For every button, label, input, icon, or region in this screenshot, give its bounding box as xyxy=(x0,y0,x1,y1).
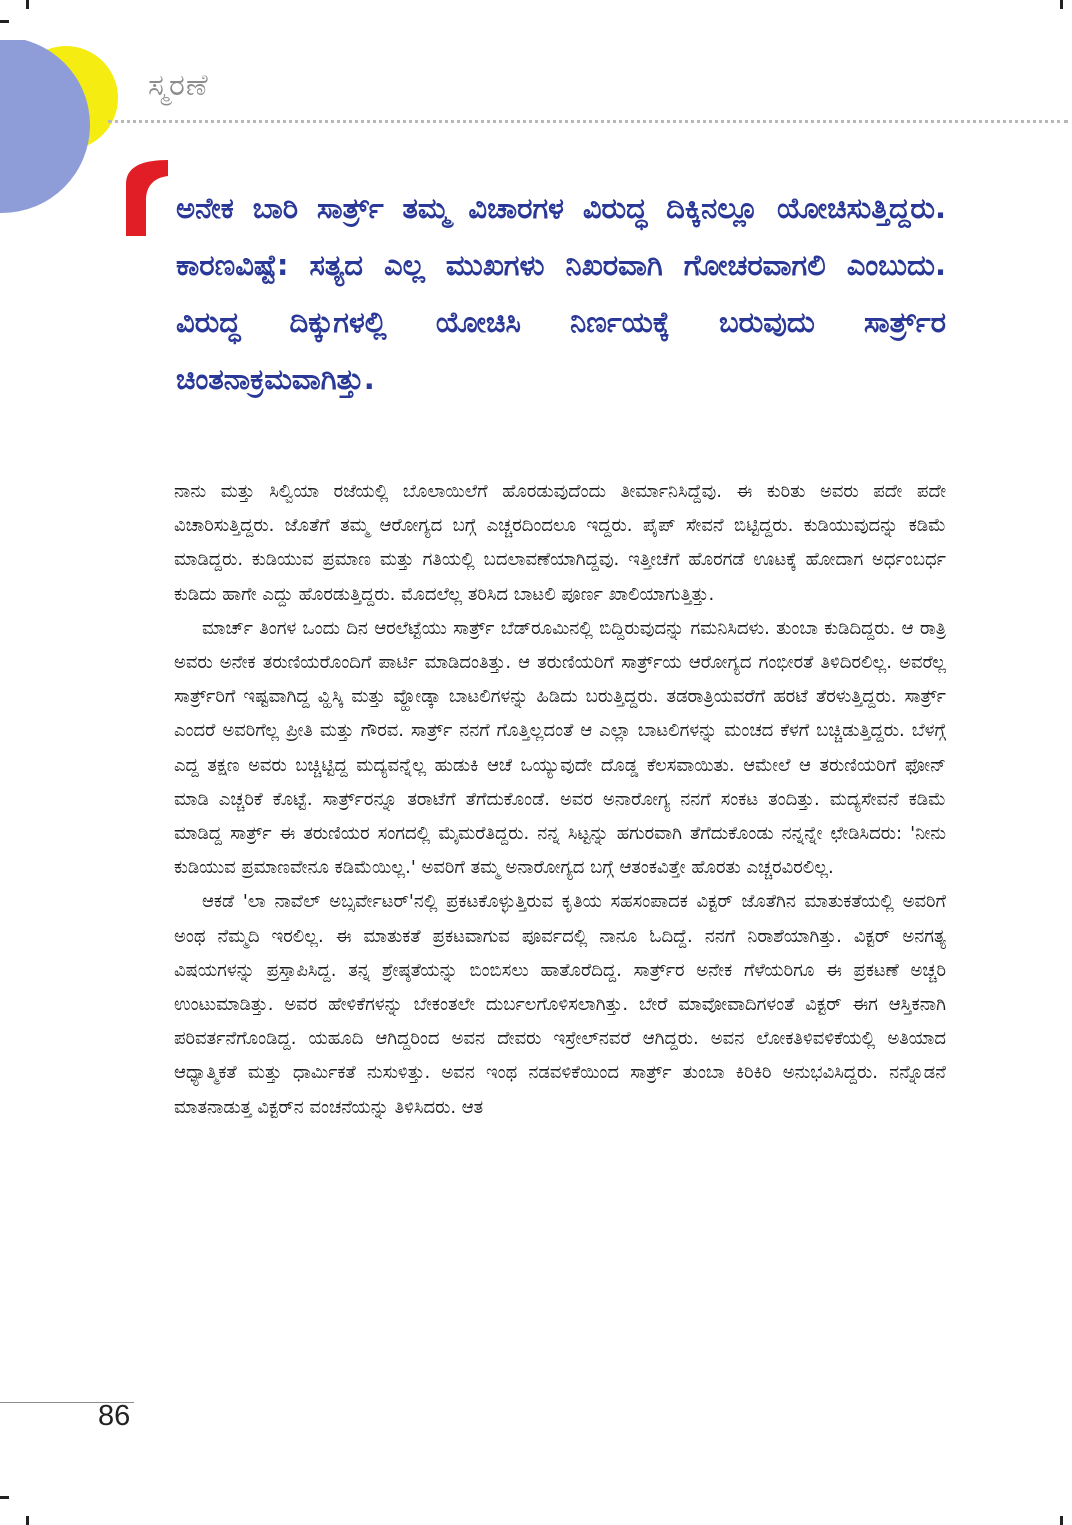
paragraph: ಆಕಡೆ 'ಲಾ ನಾವೆಲ್ ಅಬ್ಸರ್ವೇಟರ್'ನಲ್ಲಿ ಪ್ರಕಟಕೊಳ್ಳುತ್ತಿರುವ ಕೃತಿಯ ಸಹಸಂಪಾದಕ ವಿಕ್ಟರ್ ಜೊತೆಗಿನ ಮಾತುಕತೆಯಲ್ಲಿ ಅವರಿಗೆ ಅಂಥ ನೆಮ್ಮದಿ ಇರಲಿಲ್ಲ. ಈ ಮಾತುಕತೆ ಪ್ರಕಟವಾಗುವ ಪೂರ್ವದಲ್ಲಿ ನಾನೂ ಓದಿದ್ದೆ. ನನಗೆ ನಿರಾಶೆಯಾಗಿತ್ತು. ವಿಕ್ಟರ್ ಅನಗತ್ಯ ವಿಷಯಗಳನ್ನು ಪ್ರಸ್ತಾಪಿಸಿದ್ದ. ತನ್ನ ಶ್ರೇಷ್ಠತೆಯನ್ನು ಬಿಂಬಿಸಲು ಹಾತೊರೆದಿದ್ದ. ಸಾರ್ತ್ರ್‌ರ ಅನೇಕ ಗೆಳೆಯರಿಗೂ ಈ ಪ್ರಕಟಣೆ ಅಚ್ಚರಿ ಉಂಟುಮಾಡಿತ್ತು. ಅವರ ಹೇಳಿಕೆಗಳನ್ನು ಬೇಕಂತಲೇ ದುರ್ಬಲಗೊಳಿಸಲಾಗಿತ್ತು. ಬೇರೆ ಮಾವೋವಾದಿಗಳಂತೆ ವಿಕ್ಟರ್ ಈಗ ಆಸ್ತಿಕನಾಗಿ ಪರಿವರ್ತನೆಗೊಂಡಿದ್ದ. ಯಹೂದಿ ಆಗಿದ್ದರಿಂದ ಅವನ ದೇವರು ಇಸ್ರೇಲ್‌ನವರೆ ಆಗಿದ್ದರು. ಅವನ ಲೋಕತಿಳಿವಳಿಕೆಯಲ್ಲಿ ಅತಿಯಾದ ಆಧ್ಯಾತ್ಮಿಕತೆ ಮತ್ತು ಧಾರ್ಮಿಕತೆ ನುಸುಳಿತ್ತು. ಅವನ ಇಂಥ ನಡವಳಿಕೆಯಿಂದ ಸಾರ್ತ್ರ್ ತುಂಬಾ ಕಿರಿಕಿರಿ ಅನುಭವಿಸಿದ್ದರು. ನನ್ನೊಡನೆ ಮಾತನಾಡುತ್ತ ವಿಕ್ಟರ್‌ನ ವಂಚನೆಯನ್ನು ತಿಳಿಸಿದರು. ಆತ xyxy=(174,891,946,1118)
pull-quote xyxy=(176,180,946,408)
crop-mark xyxy=(0,20,9,23)
pull-quote-text: ಅನೇಕ ಬಾರಿ ಸಾರ್ತ್ರ್ ತಮ್ಮ ವಿಚಾರಗಳ ವಿರುದ್ಧ ದಿಕ್ಕಿನಲ್ಲೂ ಯೋಚಿಸುತ್ತಿದ್ದರು. ಕಾರಣವಿಷ್ಟೆ: ಸತ್ಯದ ಎಲ್ಲ ಮುಖಗಳು ನಿಖರವಾಗಿ ಗೋಚರವಾಗಲಿ ಎಂಬುದು. ವಿರುದ್ಧ ದಿಕ್ಕುಗಳಲ್ಲಿ ಯೋಚಿಸಿ ನಿರ್ಣಯಕ್ಕೆ ಬರುವುದು ಸಾರ್ತ್ರ್‌ರ ಚಿಂತನಾಕ್ರಮವಾಗಿತ್ತು. xyxy=(176,191,946,396)
body-text xyxy=(174,475,946,1125)
crop-mark xyxy=(26,0,29,9)
quote-mark-icon xyxy=(124,158,170,238)
crop-mark xyxy=(26,1516,29,1525)
crop-mark xyxy=(1060,1516,1063,1525)
running-head: ಸ್ಮರಣೆ xyxy=(148,68,209,103)
paragraph: ನಾನು ಮತ್ತು ಸಿಲ್ವಿಯಾ ರಜೆಯಲ್ಲಿ ಬೊಲಾಯಿಲೆಗೆ ಹೊರಡುವುದೆಂದು ತೀರ್ಮಾನಿಸಿದ್ದೆವು. ಈ ಕುರಿತು ಅವರು ಪದೇ ಪದೇ ವಿಚಾರಿಸುತ್ತಿದ್ದರು. ಜೊತೆಗೆ ತಮ್ಮ ಆರೋಗ್ಯದ ಬಗ್ಗೆ ಎಚ್ಚರದಿಂದಲೂ ಇದ್ದರು. ಪೈಪ್ ಸೇವನೆ ಬಿಟ್ಟಿದ್ದರು. ಕುಡಿಯುವುದನ್ನು ಕಡಿಮೆ ಮಾಡಿದ್ದರು. ಕುಡಿಯುವ ಪ್ರಮಾಣ ಮತ್ತು ಗತಿಯಲ್ಲಿ ಬದಲಾವಣೆಯಾಗಿದ್ದವು. ಇತ್ತೀಚೆಗೆ ಹೊರಗಡೆ ಊಟಕ್ಕೆ ಹೋದಾಗ ಅರ್ಧಂಬರ್ಧ ಕುಡಿದು ಹಾಗೇ ಎದ್ದು ಹೊರಡುತ್ತಿದ್ದರು. ಮೊದಲೆಲ್ಲ ತರಿಸಿದ ಬಾಟಲಿ ಪೂರ್ಣ ಖಾಲಿಯಾಗುತ್ತಿತ್ತು. xyxy=(174,481,946,605)
paragraph: ಮಾರ್ಚ್ ತಿಂಗಳ ಒಂದು ದಿನ ಆರಲೆಟ್ಟೆಯು ಸಾರ್ತ್ರ್ ಬೆಡ್‌ರೂಮಿನಲ್ಲಿ ಬಿದ್ದಿರುವುದನ್ನು ಗಮನಿಸಿದಳು. ತುಂಬಾ ಕುಡಿದಿದ್ದರು. ಆ ರಾತ್ರಿ ಅವರು ಅನೇಕ ತರುಣಿಯರೊಂದಿಗೆ ಪಾರ್ಟಿ ಮಾಡಿದಂತಿತ್ತು. ಆ ತರುಣಿಯರಿಗೆ ಸಾರ್ತ್ರ್‌ಯ ಆರೋಗ್ಯದ ಗಂಭೀರತೆ ತಿಳಿದಿರಲಿಲ್ಲ. ಅವರೆಲ್ಲ ಸಾರ್ತ್ರ್‌ರಿಗೆ ಇಷ್ಟವಾಗಿದ್ದ ವ್ಹಿಸ್ಕಿ ಮತ್ತು ವ್ಹೋಡ್ಕಾ ಬಾಟಲಿಗಳನ್ನು ಹಿಡಿದು ಬರುತ್ತಿದ್ದರು. ತಡರಾತ್ರಿಯವರೆಗೆ ಹರಟೆ ತೆರಳುತ್ತಿದ್ದರು. ಸಾರ್ತ್ರ್ ಎಂದರೆ ಅವರಿಗೆಲ್ಲ ಪ್ರೀತಿ ಮತ್ತು ಗೌರವ. ಸಾರ್ತ್ರ್ ನನಗೆ ಗೊತ್ತಿಲ್ಲದಂತೆ ಆ ಎಲ್ಲಾ ಬಾಟಲಿಗಳನ್ನು ಮಂಚದ ಕೆಳಗೆ ಬಚ್ಚಿಡುತ್ತಿದ್ದರು. ಬೆಳಗ್ಗೆ ಎದ್ದ ತಕ್ಷಣ ಅವರು ಬಚ್ಚಿಟ್ಟಿದ್ದ ಮದ್ಯವನ್ನೆಲ್ಲ ಹುಡುಕಿ ಆಚೆ ಒಯ್ಯುವುದೇ ದೊಡ್ಡ ಕೆಲಸವಾಯಿತು. ಆಮೇಲೆ ಆ ತರುಣಿಯರಿಗೆ ಫೋನ್ ಮಾಡಿ ಎಚ್ಚರಿಕೆ ಕೊಟ್ಟೆ. ಸಾರ್ತ್ರ್‌ರನ್ನೂ ತರಾಟೆಗೆ ತೆಗೆದುಕೊಂಡೆ. ಅವರ ಅನಾರೋಗ್ಯ ನನಗೆ ಸಂಕಟ ತಂದಿತ್ತು. ಮದ್ಯಸೇವನೆ ಕಡಿಮೆ ಮಾಡಿದ್ದ ಸಾರ್ತ್ರ್ ಈ ತರುಣಿಯರ ಸಂಗದಲ್ಲಿ ಮೈಮರೆತಿದ್ದರು. ನನ್ನ ಸಿಟ್ಟನ್ನು ಹಗುರವಾಗಿ ತೆಗೆದುಕೊಂಡು ನನ್ನನ್ನೇ ಛೇಡಿಸಿದರು: 'ನೀನು ಕುಡಿಯುವ ಪ್ರಮಾಣವೇನೂ ಕಡಿಮೆಯಿಲ್ಲ.' ಅವರಿಗೆ ತಮ್ಮ ಅನಾರೋಗ್ಯದ ಬಗ್ಗೆ ಆತಂಕವಿತ್ತೇ ಹೊರತು ಎಚ್ಚರವಿರಲಿಲ್ಲ. xyxy=(174,617,946,879)
crop-mark xyxy=(0,1496,9,1499)
crop-mark xyxy=(1060,0,1063,9)
dotted-divider xyxy=(108,120,1068,123)
page-number: 86 xyxy=(98,1400,131,1432)
